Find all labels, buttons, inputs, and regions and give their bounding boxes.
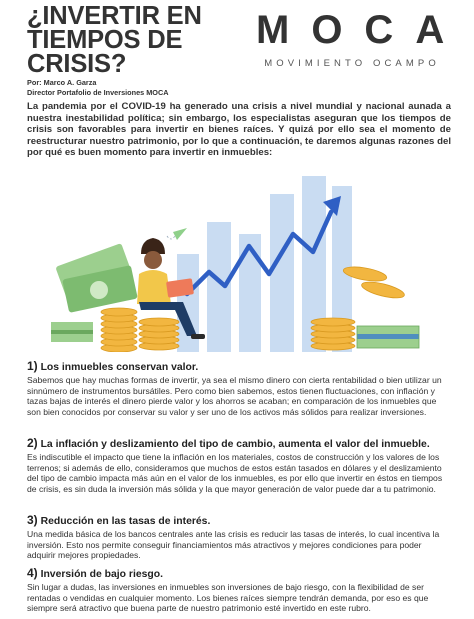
- section-4-title: Inversión de bajo riesgo.: [40, 569, 163, 580]
- investment-illustration: [27, 162, 451, 352]
- section-1-title: Los inmuebles conservan valor.: [40, 362, 199, 373]
- section-1-number: 1): [27, 359, 38, 373]
- brand-logo: [244, 8, 467, 69]
- byline-author: Por: Marco A. Garza: [27, 78, 97, 87]
- section-2: [27, 437, 452, 494]
- section-2-number: 2): [27, 436, 38, 450]
- coin-stack-left-icon: [101, 308, 137, 352]
- byline: [27, 78, 169, 98]
- section-4-number: 4): [27, 566, 38, 580]
- brand-name: MOCA: [256, 8, 467, 52]
- section-4: [27, 567, 452, 614]
- section-1: [27, 360, 452, 417]
- section-1-heading: [27, 360, 452, 374]
- section-1-body: Sabemos que hay muchas formas de invertir, ya sea el mismo dinero con cierta rentabilidad o bien utilizar un sinnúmero de instrumentos bursátiles. Pero como bien sabemos, estos tienen fluctuaciones, con inflación y tazas bajas de interés el dinero pierde valor y los ahorros se acaban; en comparación de los inmuebles que son bien conocidos por conservar su valor y ser uno de los activos más sólidos para realizar inversiones.: [27, 375, 442, 417]
- byline-role: Director Portafolio de Inversiones MOCA: [27, 88, 169, 97]
- paper-plane-icon: [167, 228, 187, 240]
- brand-subtitle: MOVIMIENTO OCAMPO: [264, 58, 440, 69]
- coin-stack-center-icon: [139, 318, 179, 350]
- section-2-body: Es indiscutible el impacto que tiene la inflación en los materiales, costos de construcción y los valores de los terrenos; si además de ello, consideramos que muchos de estos están tasados en dólares y el deslizamiento del tipo de cambio impacta más aún en el valor de los inmuebles, es por ello que invertir en éstos en tiempos de crisis, es sin duda la inversión más sólida y la que mayor generación de valor puede dar a tu patrimonio.: [27, 452, 443, 494]
- section-3-body: Una medida básica de los bancos centrales ante las crisis es reducir las tasas de interés, lo cual incentiva la inversión. Esto nos permite conseguir financiamientos más atractivos y mejores condiciones para poder adquirir mejores propiedades.: [27, 529, 440, 560]
- section-3-title: Reducción en las tasas de interés.: [40, 516, 211, 527]
- section-2-heading: [27, 437, 452, 451]
- section-4-heading: [27, 567, 452, 581]
- article-title: ¿INVERTIR EN TIEMPOS DE CRISIS?: [27, 2, 202, 78]
- money-bundle-icon: [357, 326, 419, 348]
- section-2-title: La inflación y deslizamiento del tipo de cambio, aumenta el valor del inmueble.: [40, 439, 430, 450]
- section-3: [27, 514, 452, 561]
- section-3-heading: [27, 514, 452, 528]
- intro-paragraph: La pandemia por el COVID-19 ha generado una crisis a nivel mundial y nacional aunada a nuestra inestabilidad política; sin embargo, los especialistas aseguran que los tiempos de crisis son favorables para invertir en bienes raíces. Y quizá por ello sea el momento de reestructurar nuestro patrimonio, por lo que a continuación, te daremos algunas razones del por qué es buen momento para invertir en inmuebles:: [27, 101, 451, 158]
- section-4-body: Sin lugar a dudas, las inversiones en inmuebles son inversiones de bajo riesgo, con la flexibilidad de ser rentadas o vendidas en cualquier momento. Los bienes raíces siempre tendrán demanda, por eso es que siempre será atractivo que buena parte de nuestro patrimonio esté invertido en este rubro.: [27, 582, 429, 613]
- section-3-number: 3): [27, 513, 38, 527]
